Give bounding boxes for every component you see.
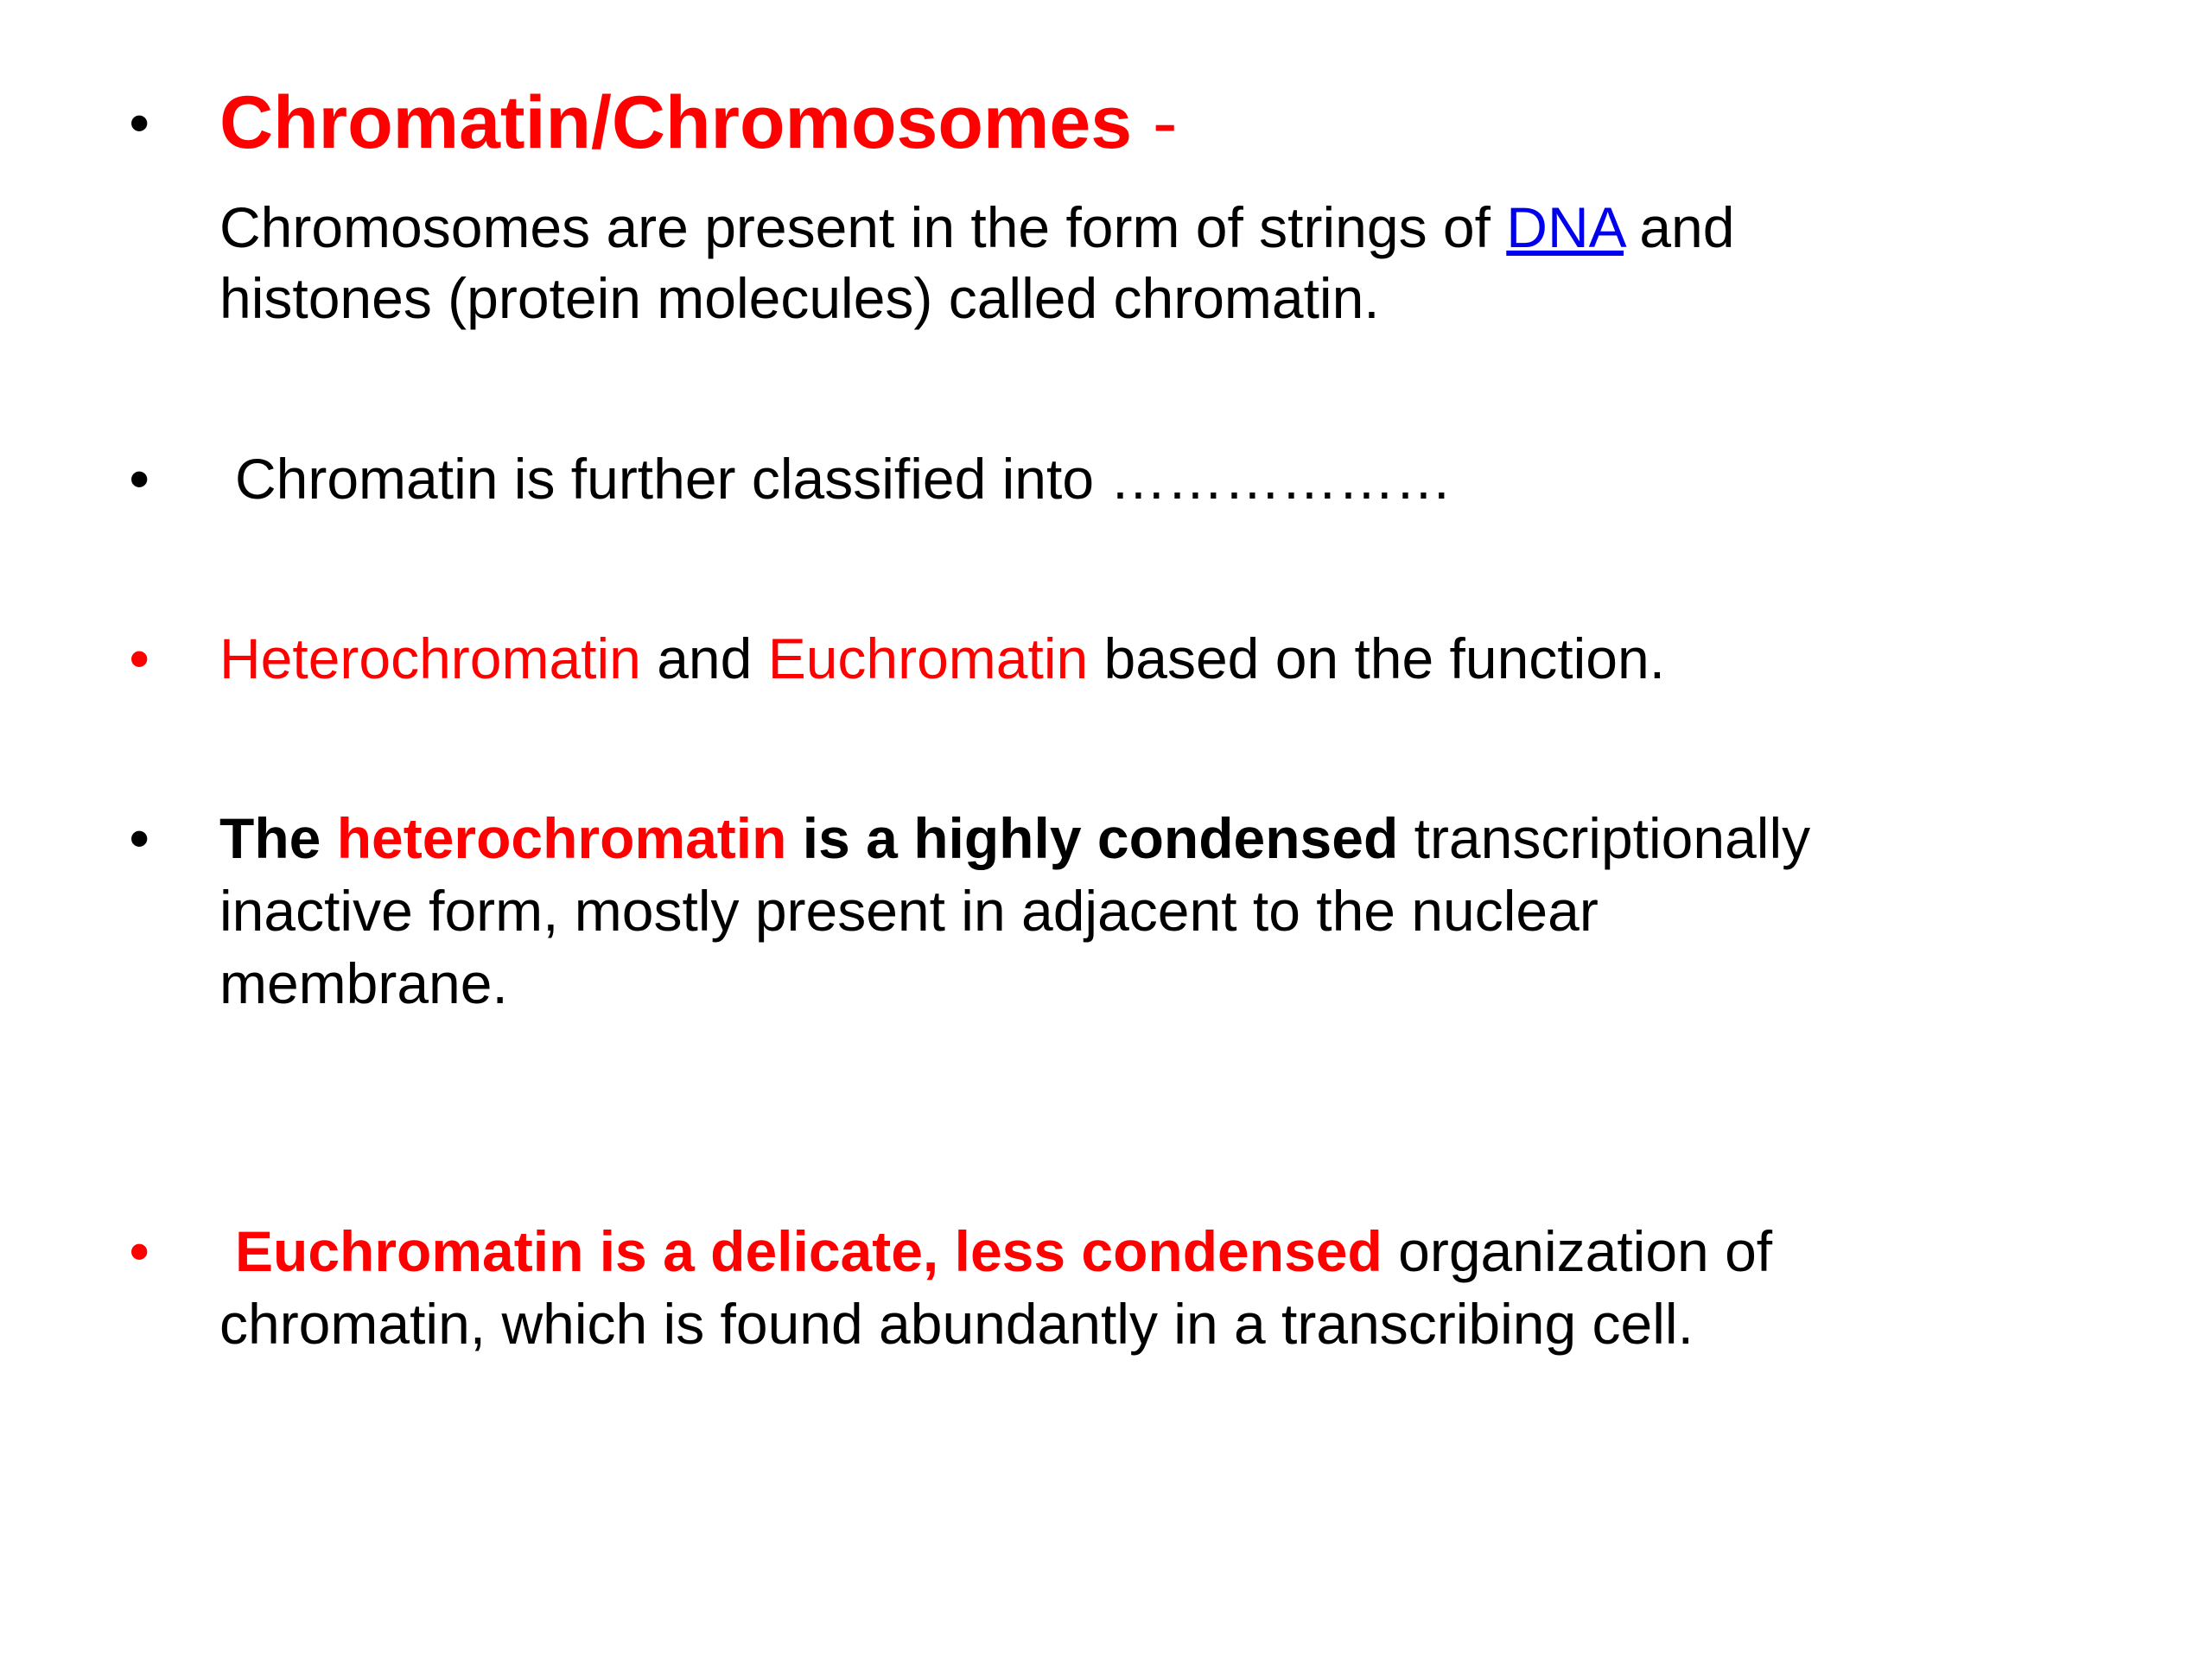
heterochromatin-term: heterochromatin [336,806,787,870]
description-line-1-start: Chromosomes are present in the form of strings of [219,195,1507,259]
term-heterochromatin: Heterochromatin [219,626,641,690]
euchromatin-line-1 [235,1215,2188,1287]
heading-chromatin-chromosomes: Chromatin/Chromosomes [219,81,1133,164]
classification-text: Chromatin is further classified into ……………… [235,447,1452,511]
heterochromatin-line-2: inactive form, mostly present in adjacent to the nuclear [219,879,1599,943]
euchromatin-emphasis: Euchromatin is a delicate, less condensed [235,1219,1382,1283]
heterochromatin-text [219,802,2172,1020]
heterochromatin-emphasis: is a highly condensed [786,806,1399,870]
bullet-heading [219,83,2172,162]
heterochromatin-line-3: membrane. [219,951,508,1015]
bullet-marker: • [130,807,149,869]
types-text [219,622,2172,695]
bullet-marker: • [130,448,149,510]
euchromatin-line-2: chromatin, which is found abundantly in a transcribing cell. [219,1292,1694,1356]
types-connector: and [640,626,768,690]
dna-link[interactable]: DNA [1506,195,1624,259]
term-euchromatin: Euchromatin [767,626,1089,690]
bullet-marker: • [130,92,149,154]
description-line-2: histones (protein molecules) called chromatin. [219,266,1380,330]
bullet-marker: • [130,1220,149,1282]
chromosomes-description [219,192,2164,334]
euchromatin-line-1-end: organization of [1382,1219,1773,1283]
euchromatin-text [219,1215,2188,1360]
heterochromatin-line-1 [219,802,2172,874]
heading-dash: - [1132,81,1178,164]
heterochromatin-line-1-end: transcriptionally [1398,806,1811,870]
description-line-1 [219,192,2164,263]
heterochromatin-lead: The [219,806,337,870]
bullet-marker: • [130,627,149,690]
description-line-1-end: and [1624,195,1735,259]
types-suffix: based on the function. [1088,626,1666,690]
